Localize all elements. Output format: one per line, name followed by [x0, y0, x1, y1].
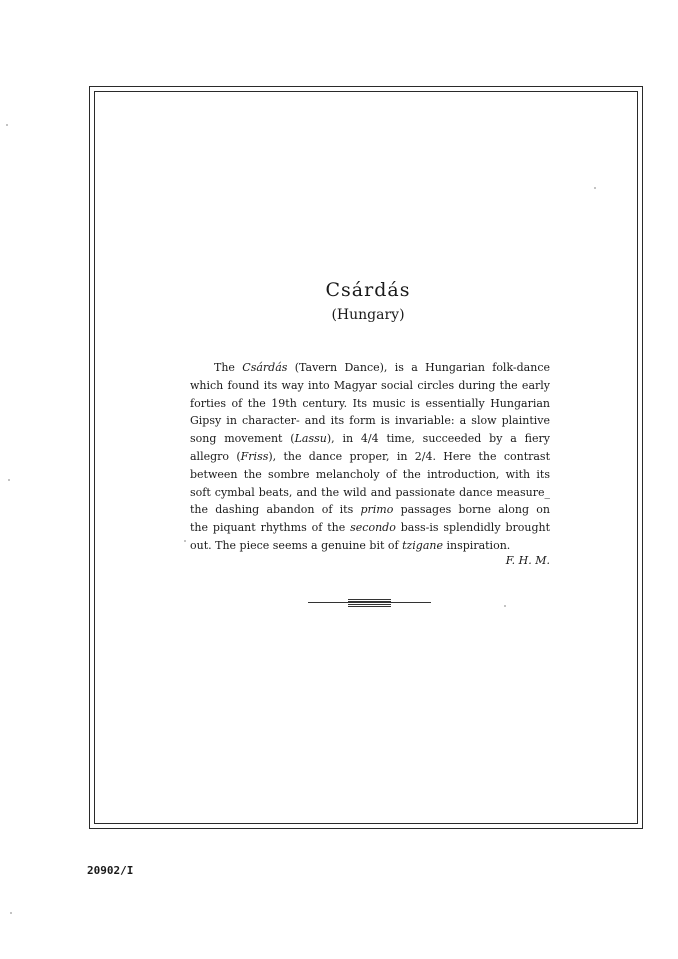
author-signature: F. H. M. [505, 554, 550, 567]
paper-speck [504, 605, 506, 607]
text-line: the piquant rhythms of the secondo bass-is splendidly brought [190, 521, 550, 535]
text-line: out. The piece seems a genuine bit of tzigane inspiration. [190, 538, 511, 552]
text-line: which found its way into Magyar social circles during the early [190, 378, 550, 392]
paper-speck [6, 124, 8, 126]
ornament-divider [308, 597, 431, 607]
page-title: Csárdás [325, 279, 411, 301]
paper-speck [8, 479, 10, 481]
text-line: Gipsy in character- and its form is invariable: a slow plaintive [190, 414, 550, 428]
description-paragraph [190, 359, 550, 555]
paper-speck [10, 912, 12, 914]
divider-line [348, 606, 391, 607]
divider-line [348, 601, 391, 602]
page-subtitle: (Hungary) [331, 307, 405, 323]
paper-speck [594, 187, 596, 189]
text-line: between the sombre melancholy of the introduction, with its [190, 467, 550, 481]
divider-line [348, 604, 391, 605]
text-line: The Csárdás (Tavern Dance), is a Hungarian folk-dance [214, 361, 550, 374]
divider-rule [308, 602, 431, 603]
plate-number: 20902/I [87, 864, 134, 877]
text-line: forties of the 19th century. Its music is essentially Hungarian [190, 396, 550, 410]
divider-line [348, 599, 391, 600]
text-line: the dashing abandon of its primo passages borne along on [190, 503, 550, 517]
text-line: soft cymbal beats, and the wild and passionate dance measure_ [190, 485, 550, 499]
text-line: song movement (Lassu), in 4/4 time, succeeded by a fiery [190, 432, 550, 446]
text-line: allegro (Friss), the dance proper, in 2/4. Here the contrast [190, 449, 550, 463]
paper-speck [184, 540, 186, 542]
